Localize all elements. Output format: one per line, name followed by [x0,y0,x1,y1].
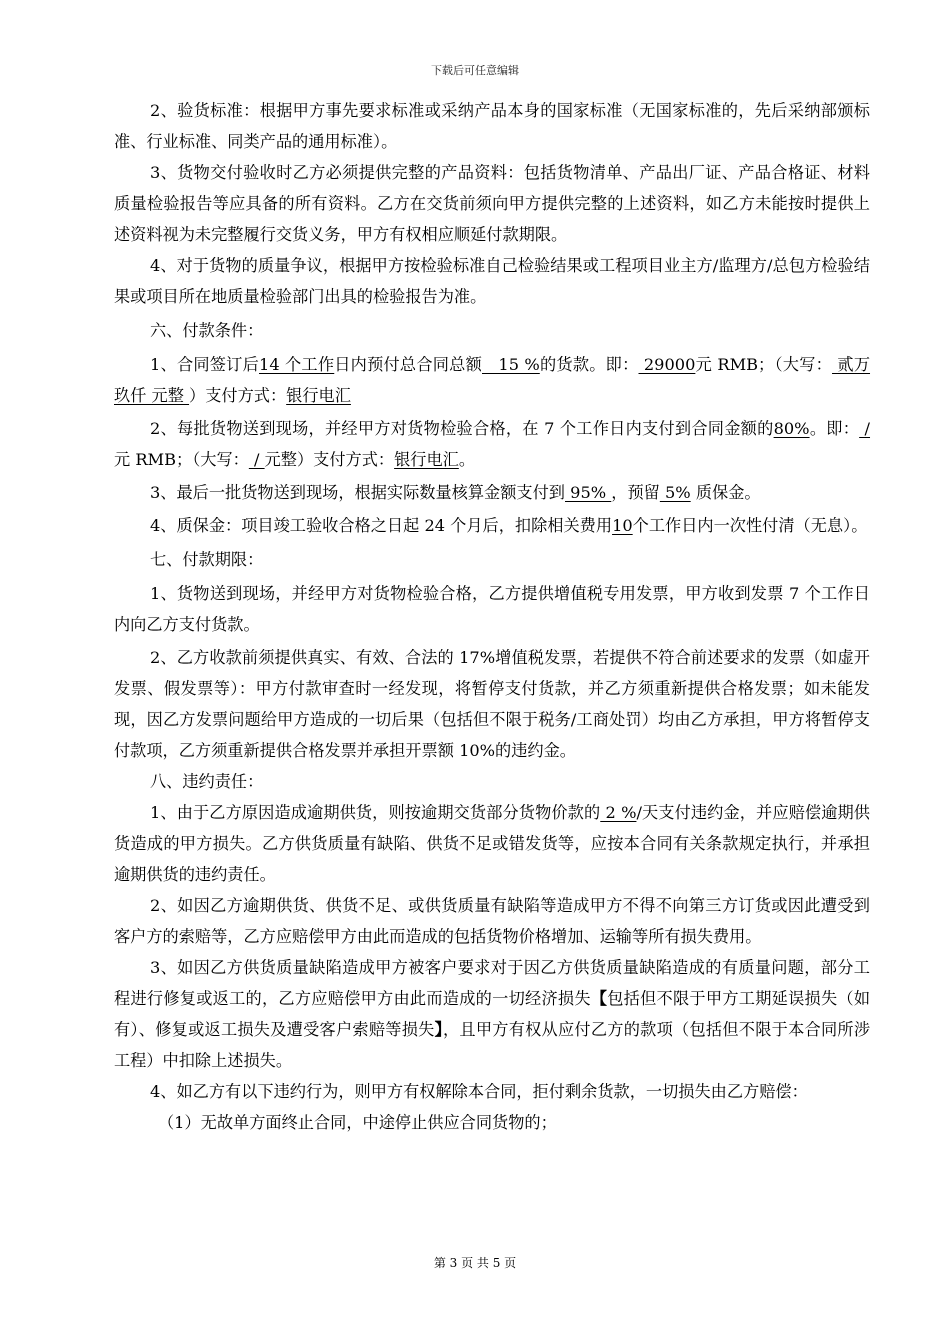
page-footer: 第 3 页 共 5 页 [433,1256,517,1270]
clause-8-1 [114,797,870,890]
prepay-amount-capital: 贰万玖仟 元整 [114,355,871,405]
text: 元 RMB；（大写： [695,355,833,374]
prepay-days: 14 个工作 [259,355,335,374]
clause-8-3 [114,952,870,1076]
bracket-open: 【 [590,989,608,1008]
page-header: 下载后可任意编辑 [431,64,519,77]
retention-percent: 5% [659,483,691,502]
text: 元整）支付方式： [264,450,395,469]
text: ，且甲方有权从应付乙方的款项（包括但不限于本合同所涉工程）中扣除上述损失。 [114,1020,871,1070]
retention-pay-days: 10 [612,516,633,535]
clause-8-2: 2、如因乙方逾期供货、供货不足、或供货质量有缺陷等造成甲方不得不向第三方订货或因此遭受到客户方的索赔等，乙方应赔偿甲方由此而造成的包括货物价格增加、运输等所有损失费用。 [114,896,870,946]
document-body [114,95,870,1138]
batch-pay-amount-capital: / [248,450,265,469]
clause-5-4: 4、对于货物的质量争议，根据甲方按检验标准自己检验结果或工程项目业主方/监理方/总包方检验结果或项目所在地质量检验部门出具的检验报告为准。 [114,256,870,306]
text: 4、质保金：项目竣工验收合格之日起 24 个月后，扣除相关费用 [150,516,613,535]
text: 1、合同签订后 [150,355,260,374]
text: 包括但不限于甲方工期延误损失（如有）、修复或返工损失及遭受客户索赔等损失 [114,989,871,1039]
text: 2、每批货物送到现场，并经甲方对货物检验合格，在 7 个工作日内支付到合同金额的 [150,419,774,438]
clause-6-4 [114,510,870,541]
clause-5-3: 3、货物交付验收时乙方必须提供完整的产品资料：包括货物清单、产品出厂证、产品合格证、材料质量检验报告等应具备的所有资料。乙方在交货前须向甲方提供完整的上述资料，如乙方未能按时提供上述资料视为未完整履行交货义务，甲方有权相应顺延付款期限。 [114,163,870,244]
text: 的货款。即： [539,355,639,374]
prepay-amount: 29000 [638,355,696,374]
text: 。 [458,450,476,469]
text: 日内预付总合同总额 [334,355,482,374]
final-pay-percent: 95% [565,483,612,502]
text: 个工作日内一次性付清（无息）。 [632,516,868,535]
clause-8-4-1: （1）无故单方面终止合同，中途停止供应合同货物的； [158,1113,557,1132]
batch-pay-percent: 80% [773,419,810,438]
penalty-percent: 2 % [600,803,637,822]
clause-6-3 [114,477,870,508]
text: ，预留 [611,483,660,502]
clause-6-2 [114,413,870,475]
batch-pay-amount: / [859,419,871,438]
text: 。即： [809,419,860,438]
text: ）支付方式： [189,386,287,405]
clause-6-1 [114,349,870,411]
text: 元 RMB；（大写： [114,450,249,469]
section-heading-6: 六、付款条件： [150,321,264,340]
clause-8-4: 4、如乙方有以下违约行为，则甲方有权解除本合同，拒付剩余货款，一切损失由乙方赔偿： [150,1082,808,1101]
text: 3、如因乙方供货质量缺陷造成甲方被客户要求对于因乙方供货质量缺陷造成的有质量问题，部分工程进行修复或返工的，乙方应赔偿甲方由此而造成的一切经济损失 [114,958,870,1008]
payment-method: 银行电汇 [286,386,351,405]
text: /天支付违约金，并应赔偿逾期供货造成的甲方损失。乙方供货质量有缺陷、供货不足或错发货等，应按本合同有关条款规定执行，并承担逾期供货的违约责任。 [114,803,870,884]
clause-7-1: 1、货物送到现场，并经甲方对货物检验合格，乙方提供增值税专用发票，甲方收到发票 7 个工作日内向乙方支付货款。 [114,584,870,634]
payment-method: 银行电汇 [394,450,459,469]
prepay-percent: 15 % [482,355,540,374]
text: 1、由于乙方原因造成逾期供货，则按逾期交货部分货物价款的 [150,803,601,822]
clause-7-2: 2、乙方收款前须提供真实、有效、合法的 17%增值税发票，若提供不符合前述要求的发票（如虚开发票、假发票等）：甲方付款审查时一经发现，将暂停支付货款，并乙方须重新提供合格发票；如未能发现，因乙方发票问题给甲方造成的一切后果（包括但不限于税务/工商处罚）均由乙方承担，甲方将暂停支付款项，乙方须重新提供合格发票并承担开票额 10%的违约金。 [114,648,870,760]
section-heading-8: 八、违约责任： [150,772,264,791]
text: 质保金。 [690,483,761,502]
section-heading-7: 七、付款期限： [150,550,264,569]
clause-5-2: 2、验货标准：根据甲方事先要求标准或采纳产品本身的国家标准（无国家标准的，先后采纳部颁标准、行业标准、同类产品的通用标准）。 [114,101,870,151]
bracket-close: 】 [434,1020,443,1039]
text: 3、最后一批货物送到现场，根据实际数量核算金额支付到 [150,483,565,502]
